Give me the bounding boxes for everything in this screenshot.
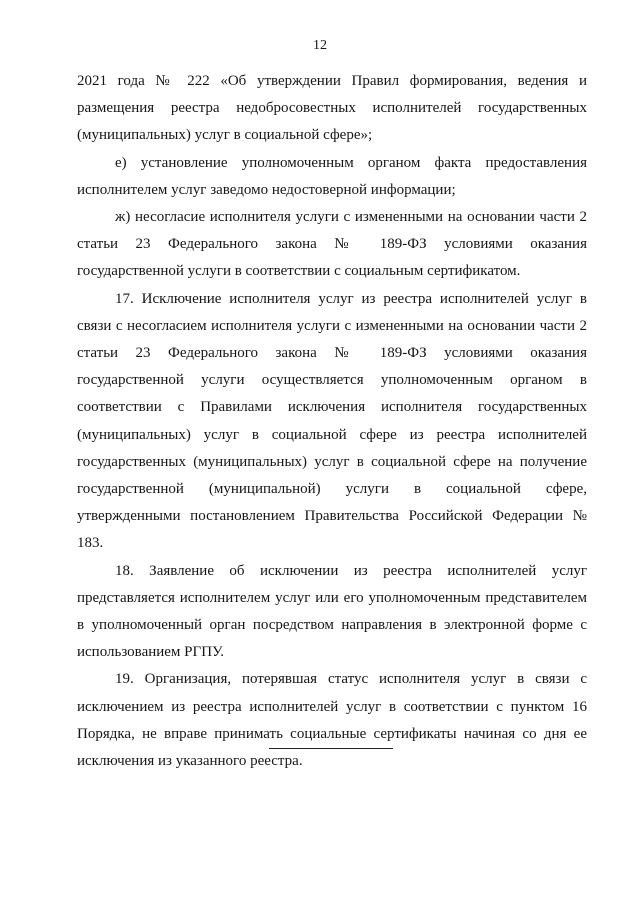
paragraph-clause-19: 19. Организация, потерявшая статус исполнителя услуг в связи с исключением из реестра исполнителей услуг в соответствии с пунктом 16 Порядка, не вправе принимать социальные сертификаты начиная со дня ее исключения из указанного реестра. — [77, 671, 587, 770]
paragraph-clause-18: 18. Заявление об исключении из реестра исполнителей услуг представляется исполнителем услуг или его уполномоченным представителем в уполномоченный орган посредством направления в электронной форме с использованием РГПУ. — [77, 562, 587, 661]
end-of-document-rule — [269, 748, 393, 749]
paragraph-clause-17: 17. Исключение исполнителя услуг из реестра исполнителей услуг в связи с несогласием исполнителя услуги с измененными на основании части 2 статьи 23 Федерального закона № 189-ФЗ условиями оказания государственной услуги осуществляется уполномоченным органом в соответствии с Правилами исключения исполнителя государственных (муниципальных) услуг в социальной сфере из реестра исполнителей государственных (муниципальных) услуг в социальной сфере на получение государственной (муниципальной) услуги в социальной сфере, утвержденными постановлением Правительства Российской Федерации № 183. — [77, 290, 587, 552]
paragraph-item-e: е) установление уполномоченным органом факта предоставления исполнителем услуг заведомо недостоверной информации; — [77, 154, 587, 198]
paragraph-continuation: 2021 года № 222 «Об утверждении Правил формирования, ведения и размещения реестра недобросовестных исполнителей государственных (муниципальных) услуг в социальной сфере»; — [77, 73, 587, 144]
paragraph-item-zh: ж) несогласие исполнителя услуги с измененными на основании части 2 статьи 23 Федерального закона № 189-ФЗ условиями оказания государственной услуги в соответствии с социальным сертификатом. — [77, 209, 587, 280]
document-body — [77, 68, 587, 775]
page-number: 12 — [313, 38, 327, 53]
